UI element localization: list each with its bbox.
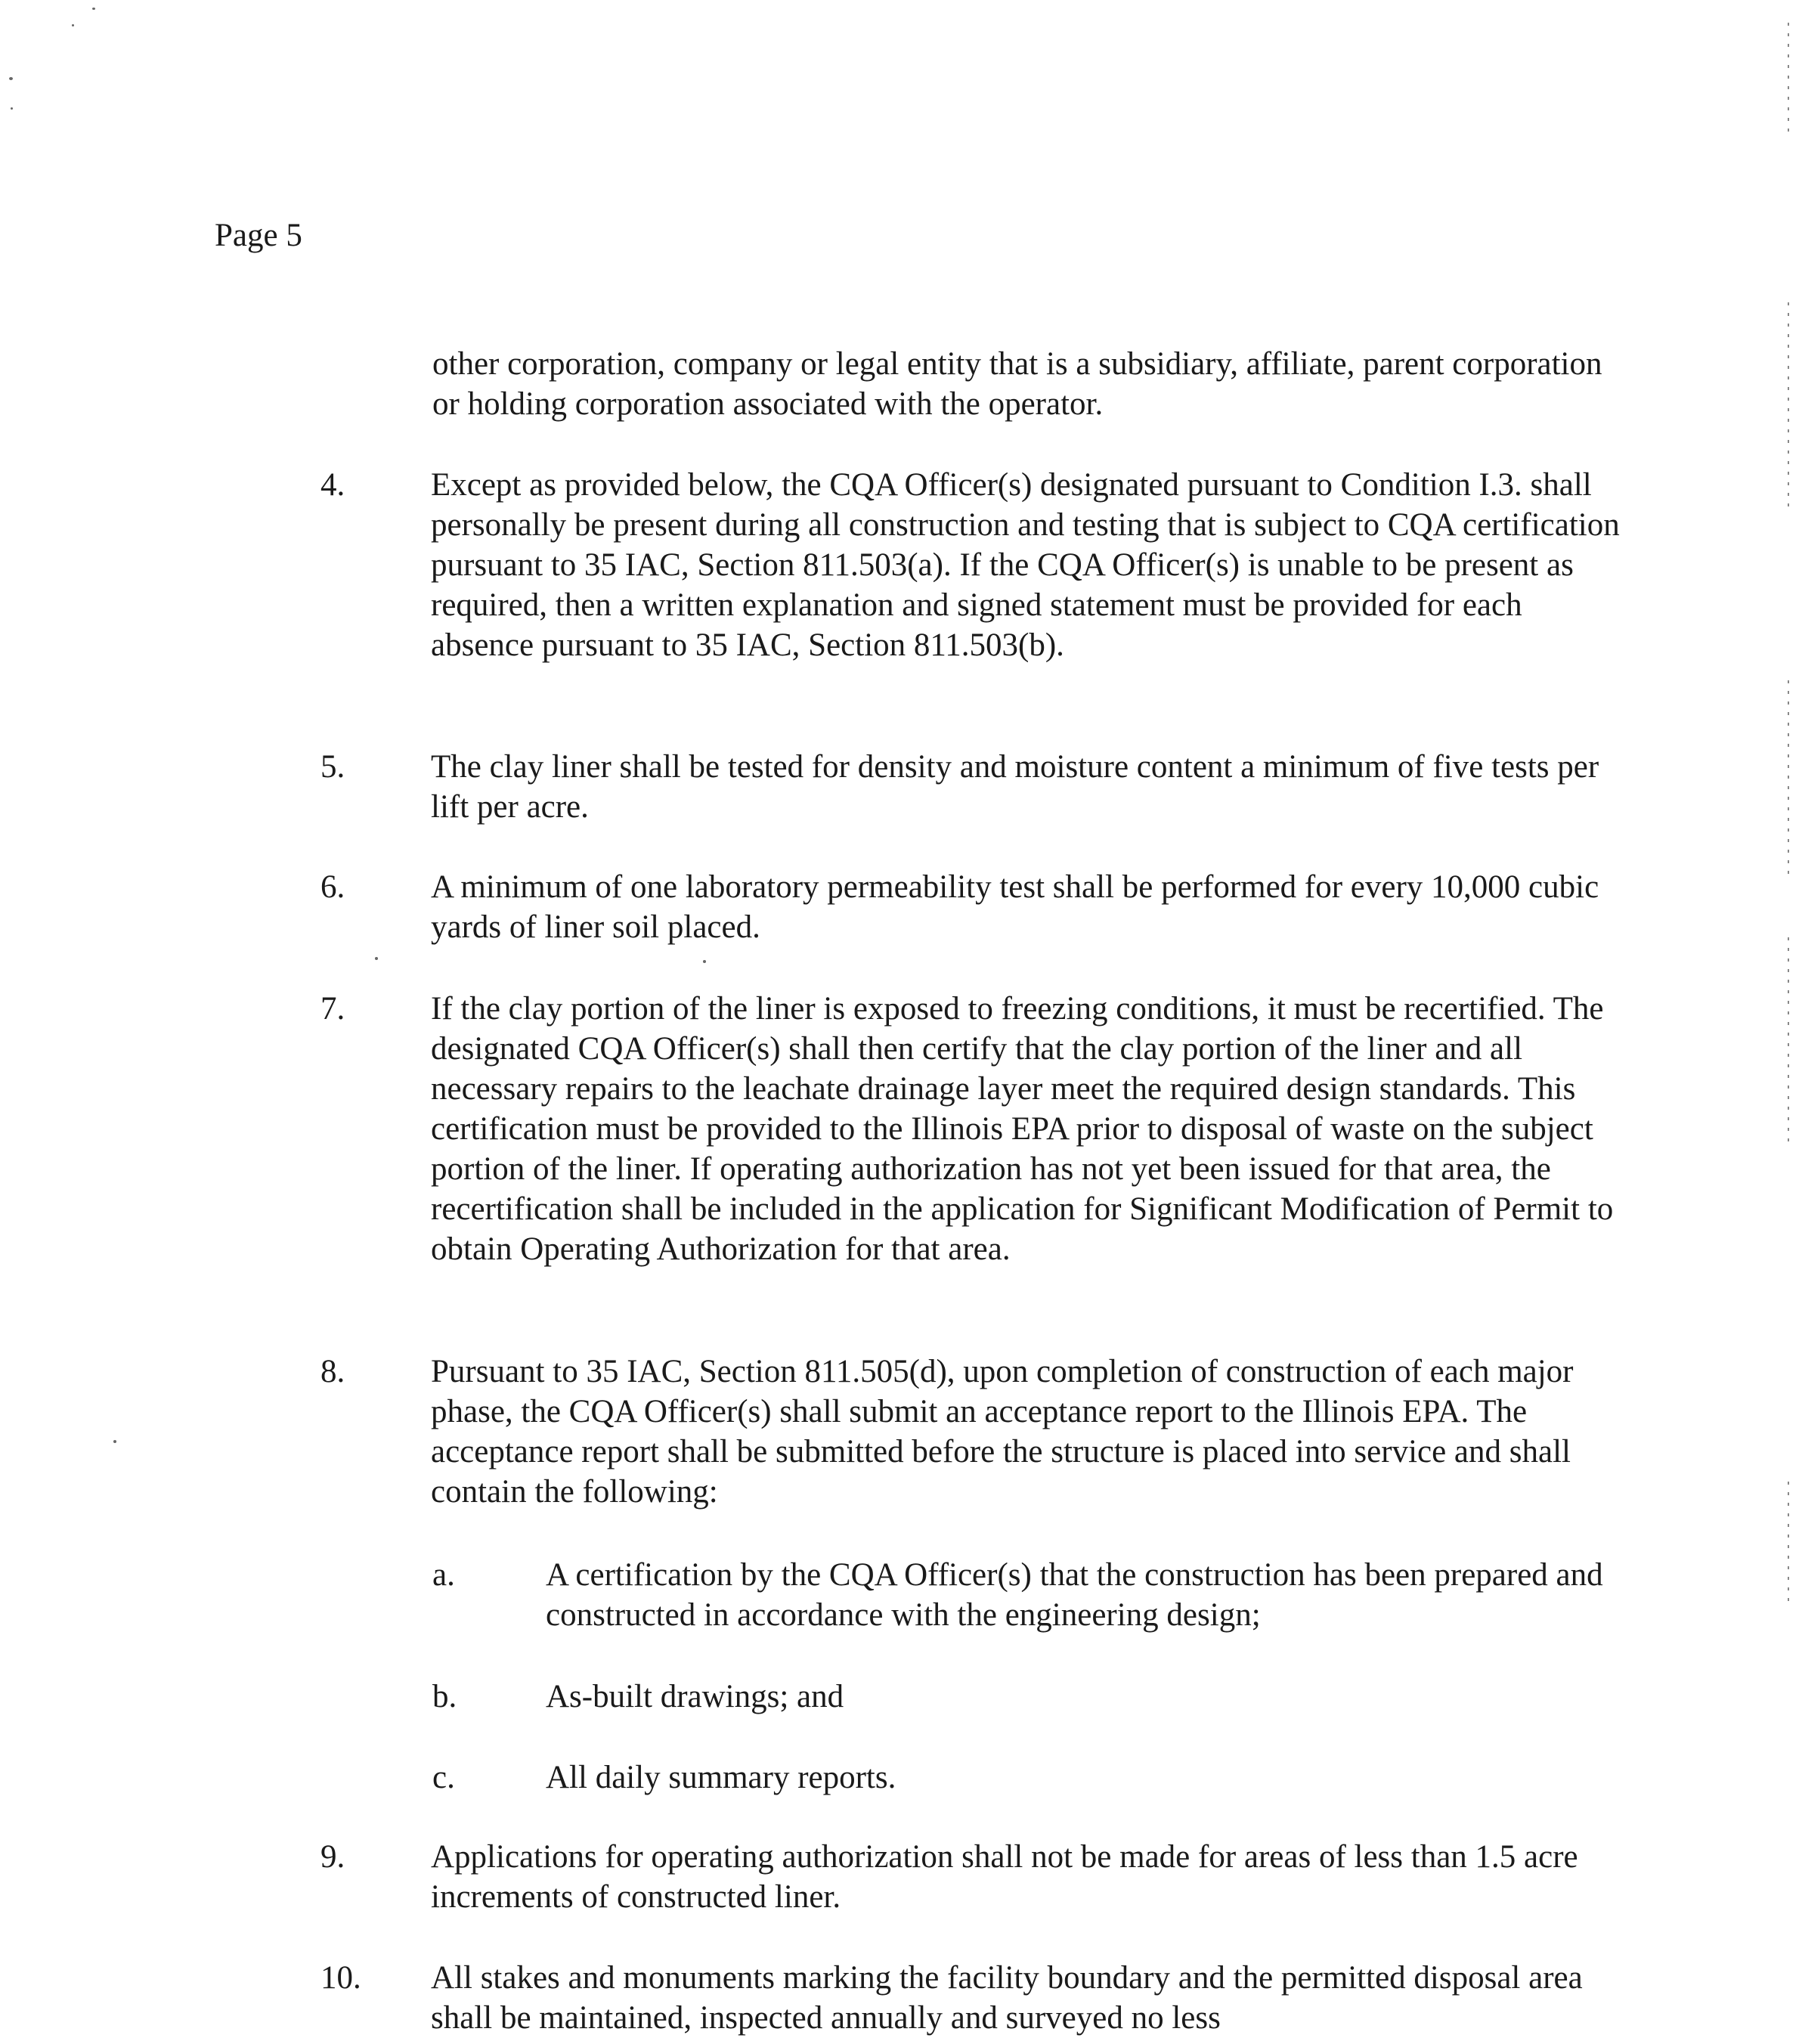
item-number: 5. (320, 749, 345, 785)
scan-speck (11, 107, 13, 110)
scan-edge-mark (1788, 302, 1789, 514)
sub-item-letter: a. (432, 1557, 455, 1593)
continued-paragraph: other corporation, company or legal entity that is a subsidiary, affiliate, parent corporation or holding corporation associated with the operator. (432, 346, 1602, 422)
scan-speck (72, 24, 74, 26)
item-text: Except as provided below, the CQA Officer(s) designated pursuant to Condition I.3. shall personally be present during all construction and testing that is subject to CQA certification pursuant to 35 IAC, Section 811.503(a). If the CQA Officer(s) is unable to be present as required, then a written explanation and signed statement must be provided for each absence pursuant to 35 IAC, Section 811.503(b). (431, 467, 1620, 663)
scan-speck (113, 1440, 116, 1443)
sub-item-letter: c. (432, 1760, 455, 1795)
item-text: All stakes and monuments marking the facility boundary and the permitted disposal area shall be maintained, inspected annually and surveyed no less (431, 1960, 1583, 2036)
item-text: A minimum of one laboratory permeability test shall be performed for every 10,000 cubic yards of liner soil placed. (431, 869, 1599, 945)
scan-speck (375, 957, 378, 960)
item-number: 10. (320, 1960, 361, 1996)
scan-edge-mark (1788, 680, 1789, 877)
item-text: If the clay portion of the liner is exposed to freezing conditions, it must be recertified. The designated CQA Officer(s) shall then certify that the clay portion of the liner and all necessary repairs to the leachate drainage layer meet the required design standards. This certification must be provided to the Illinois EPA prior to disposal of waste on the subject portion of the liner. If operating authorization has not yet been issued for that area, the recertification shall be included in the application for Significant Modification of Permit to obtain Operating Authorization for that area. (431, 991, 1614, 1267)
scan-speck (92, 8, 95, 10)
scan-speck (9, 77, 13, 80)
sub-item-letter: b. (432, 1679, 457, 1714)
scan-edge-mark (1788, 937, 1789, 1149)
sub-item-text: All daily summary reports. (546, 1760, 896, 1795)
scan-speck (703, 960, 706, 963)
item-text: Pursuant to 35 IAC, Section 811.505(d), upon completion of construction of each major phase, the CQA Officer(s) shall submit an acceptance report to the Illinois EPA. The acceptance report shall be submitted before the structure is placed into service and shall contain the following: (431, 1354, 1574, 1510)
item-number: 7. (320, 991, 345, 1027)
item-number: 8. (320, 1354, 345, 1389)
item-text: Applications for operating authorization shall not be made for areas of less than 1.5 acre increments of constructed liner. (431, 1839, 1578, 1915)
sub-item-text: As-built drawings; and (546, 1679, 844, 1714)
scan-edge-mark (1788, 23, 1789, 136)
sub-item-text: A certification by the CQA Officer(s) that the construction has been prepared and constructed in accordance with the engineering design; (546, 1557, 1603, 1633)
item-text: The clay liner shall be tested for density and moisture content a minimum of five tests per lift per acre. (431, 749, 1599, 825)
item-number: 9. (320, 1839, 345, 1875)
page-number: Page 5 (215, 218, 302, 253)
item-number: 4. (320, 467, 345, 503)
item-number: 6. (320, 869, 345, 905)
scan-edge-mark (1788, 1482, 1789, 1603)
